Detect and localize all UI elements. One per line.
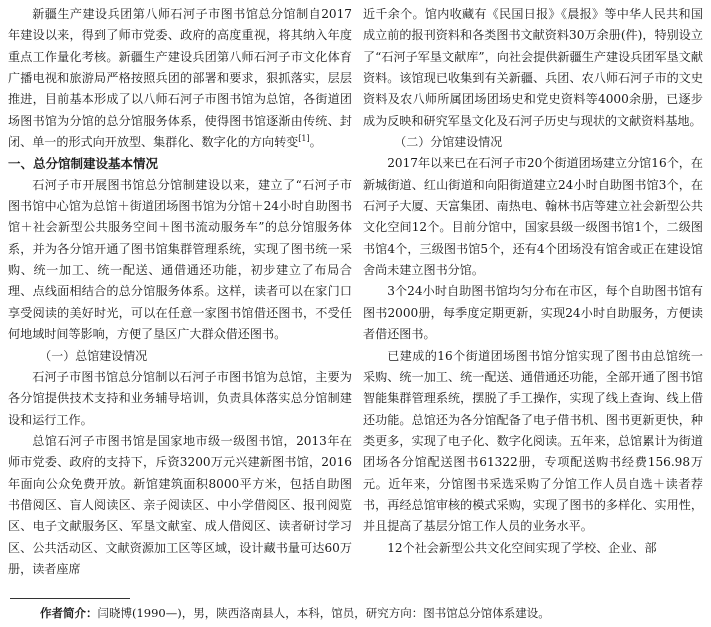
- footnote-label: 作者简介：: [40, 606, 98, 620]
- author-footnote: [40, 604, 700, 622]
- left-column: [8, 4, 352, 580]
- continued-paragraph: 近千余个。馆内收藏有《民国日报》《晨报》等中华人民共和国成立前的报刊资料和各类图书文献资料30万余册(件)，特别设立了“石河子军垦文献库”，向社会提供新疆生产建设兵团军垦文献资料。该馆现已收集到有关新疆、兵团、农八师石河子市的文史资料及农八师所属团场团场史和党史资料等4000余册，已逐步成为反映和研究军垦文化及石河子历史与现状的文献资料基地。: [363, 7, 703, 128]
- self-service-paragraph: 3个24小时自助图书馆均匀分布在市区，每个自助图书馆有图书2000册，每季度定期更新，实现24小时自助服务，方便读者借还图书。: [363, 284, 703, 342]
- intro-paragraph: 新疆生产建设兵团第八师石河子市图书馆总分馆制自2017年建设以来，得到了师市党委、政府的高度重视，将其纳入年度重点工作量化考核。新疆生产建设兵团第八师石河子市文化体育广播电视和旅游局严格按照兵团的部署和要求，狠抓落实，层层推进，目前基本形成了以八师石河子市图书馆为总馆，各街道团场图书馆为分馆的总分馆服务体系，使得图书馆逐渐由传统、封闭、单一的形式向开放型、集群化、数字化的方向转变[1]。: [8, 7, 352, 150]
- main-library-details-paragraph: 总馆石河子市图书馆是国家地市级一级图书馆，2013年在师市党委、政府的支持下，斥资3200万元兴建新图书馆，2016年面向公众免费开放。新馆建筑面积8000平方米，包括自助图书借阅区、盲人阅读区、亲子阅读区、中小学借阅区、报刊阅览区、电子文献服务区、军垦文献室、成人借阅区、读者研讨学习区、公共活动区、文献资源加工区等区域，设计藏书量可达60万册，读者座席: [8, 433, 352, 576]
- section-heading: 一、总分馆制建设基本情况: [8, 156, 159, 172]
- subsection-heading: （二）分馆建设情况: [394, 135, 503, 150]
- main-library-paragraph: 石河子市图书馆总分馆制以石河子市图书馆为总馆，主要为各分馆提供技术支持和业务辅导培训，负责具体落实总分馆制建设和运行工作。: [8, 369, 352, 427]
- branch-operations-paragraph: 已建成的16个街道团场图书馆分馆实现了图书由总馆统一采购、统一加工、统一配送、通借通还功能，全部开通了图书馆智能集群管理系统，摆脱了手工操作，实现了线上查询、线上借还功能。总馆还为各分馆配备了电子借书机、图书更新更快，种类更多，实现了电子化、数字化阅读。五年来，总馆累计为街道团场各分馆配送图书61322册，专项配送购书经费156.98万元。近年来，分馆图书采选采购了分馆工作人员自选＋读者荐书，再经总馆审核的模式采购，实现了图书的多样化、实用性，并且提高了基层分馆工作人员的业务水平。: [363, 348, 703, 534]
- branch-overview-paragraph: 2017年以来已在石河子市20个街道团场建立分馆16个，在新城街道、红山街道和向阳街道建立24小时自助图书馆3个，在石河子大厦、天富集团、南热电、翰林书店等建立社会新型公共文化空间12个。目前分馆中，国家县级一级图书馆1个，二级图书馆4个，三级图书馆5个，还有4个团场没有馆舍或正在建设馆舍尚未建立图书分馆。: [363, 156, 703, 278]
- right-column: [363, 4, 703, 559]
- subsection-heading: （一）总馆建设情况: [39, 348, 148, 363]
- footnote-divider: [10, 598, 130, 599]
- public-space-paragraph: 12个社会新型公共文化空间实现了学校、企业、部: [387, 540, 657, 555]
- citation-ref: [1]: [298, 134, 310, 144]
- overview-paragraph: 石河子市开展图书馆总分馆制建设以来，建立了“石河子市图书馆中心馆为总馆＋街道团场图书馆为分馆＋24小时自助图书馆＋社会新型公共服务空间＋图书流动服务车”的总分馆服务体系，并为各分馆开通了图书馆集群管理系统，实现了图书统一采购、统一加工、统一配送、通借通还功能，初步建立了布局合理、点线面相结合的总分馆服务体系。这样，读者可以在家门口享受阅读的美好时光，可以在任意一家图书馆借还图书，不受任何地域时间等影响，方便了垦区广大群众借还图书。: [8, 177, 352, 342]
- footnote-text: 闫晓博(1990—)，男，陕西洛南县人，本科，馆员，研究方向：图书馆总分馆体系建设。: [97, 606, 550, 620]
